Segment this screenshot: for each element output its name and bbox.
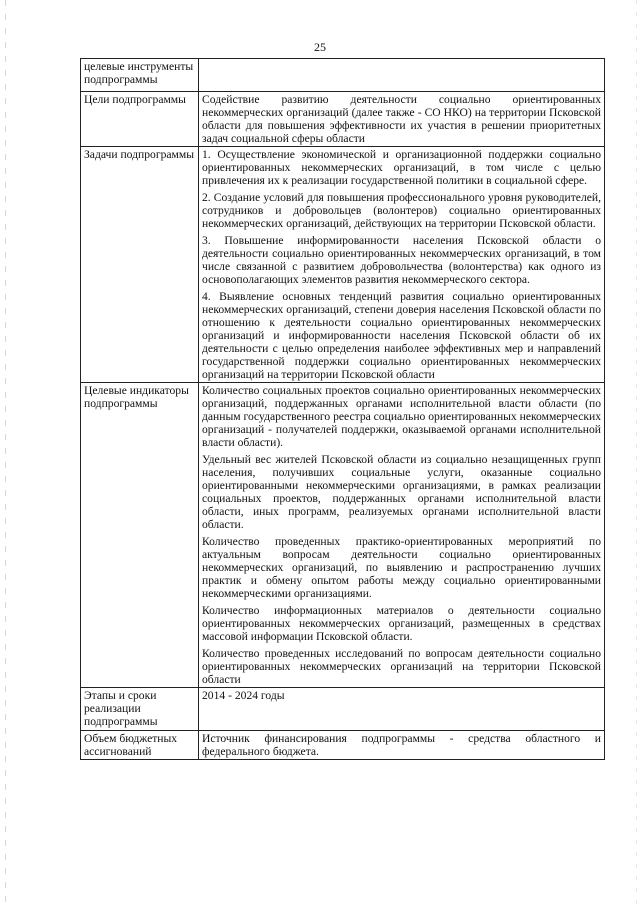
row-content-indicators [199,383,605,688]
table-row-tasks [81,147,605,383]
page-number: 25 [314,40,326,54]
goals-paragraph: Содействие развитию деятельности социально ориентированных некоммерческих организаций (далее также - СО НКО) на территории Псковской области для повышения эффективности их участия в решении приоритетных задач социальной сферы области [202,93,601,145]
row-content-tasks [199,147,605,383]
scan-edge-right [636,0,637,905]
row-label-indicators: Целевые индикаторы подпрограммы [81,383,199,688]
row-label-budget: Объем бюджетных ассигнований [81,731,199,760]
indicator-paragraph-4: Количество информационных материалов о деятельности социально ориентированных некоммерческих организаций, размещенных в средствах массовой информации Псковской области. [202,604,601,643]
budget-paragraph: Источник финансирования подпрограммы - средства областного и федерального бюджета. [202,732,601,758]
row-label-instruments: целевые инструменты подпрограммы [81,59,199,92]
row-content-instruments [199,59,605,92]
task-paragraph-1: 1. Осуществление экономической и организационной поддержки социально ориентированных некоммерческих организаций, в том числе с целью привлечения их к реализации государственной политики в социальной сфере. [202,148,601,187]
table-row-instruments [81,59,605,92]
row-content-budget [199,731,605,760]
table-row-indicators [81,383,605,688]
row-label-goals: Цели подпрограммы [81,92,199,147]
table-row-goals [81,92,605,147]
indicator-paragraph-2: Удельный вес жителей Псковской области из социально незащищенных групп населения, получивших социальные услуги, оказанные социально ориентированными некоммерческими организациями, в рамках реализации социальных проектов, поддержанных органами исполнительной власти области, иных программ, реализуемых органами исполнительной власти области. [202,453,601,531]
task-paragraph-3: 3. Повышение информированности населения Псковской области о деятельности социально ориентированных некоммерческих организаций, в том числе связанной с развитием добровольчества (волонтерства) как одного из основополагающих элементов развития некоммерческого сектора. [202,234,601,286]
table-row-budget [81,731,605,760]
indicator-paragraph-5: Количество проведенных исследований по вопросам деятельности социально ориентированных некоммерческих организаций на территории Псковской области [202,647,601,686]
stages-paragraph: 2014 - 2024 годы [202,689,285,702]
indicator-paragraph-1: Количество социальных проектов социально ориентированных некоммерческих организаций, поддержанных органами исполнительной власти области (по данным государственного реестра социально ориентированных некоммерческих организаций - получателей поддержки, оказываемой органами исполнительной власти области). [202,384,601,449]
table-row-stages [81,688,605,731]
passport-table [80,58,605,760]
scan-edge-left [5,0,6,905]
row-label-tasks: Задачи подпрограммы [81,147,199,383]
indicator-paragraph-3: Количество проведенных практико-ориентированных мероприятий по актуальным вопросам деятельности социально ориентированных некоммерческих организаций, по выявлению и распространению лучших практик и обмену опытом работы между социально ориентированными некоммерческими организациями. [202,535,601,600]
row-label-stages: Этапы и сроки реализации подпрограммы [81,688,199,731]
task-paragraph-4: 4. Выявление основных тенденций развития социально ориентированных некоммерческих организаций, степени доверия населения Псковской области по отношению к деятельности социально ориентированных некоммерческих организаций и информированности населения Псковской области об их деятельности с целью определения наиболее эффективных мер и направлений государственной поддержки социально ориентированных некоммерческих организаций на территории Псковской области [202,290,601,381]
row-content-goals [199,92,605,147]
task-paragraph-2: 2. Создание условий для повышения профессионального уровня руководителей, сотрудников и добровольцев (волонтеров) социально ориентированных некоммерческих организаций, действующих на территории Псковской области. [202,191,601,230]
row-content-stages [199,688,605,731]
